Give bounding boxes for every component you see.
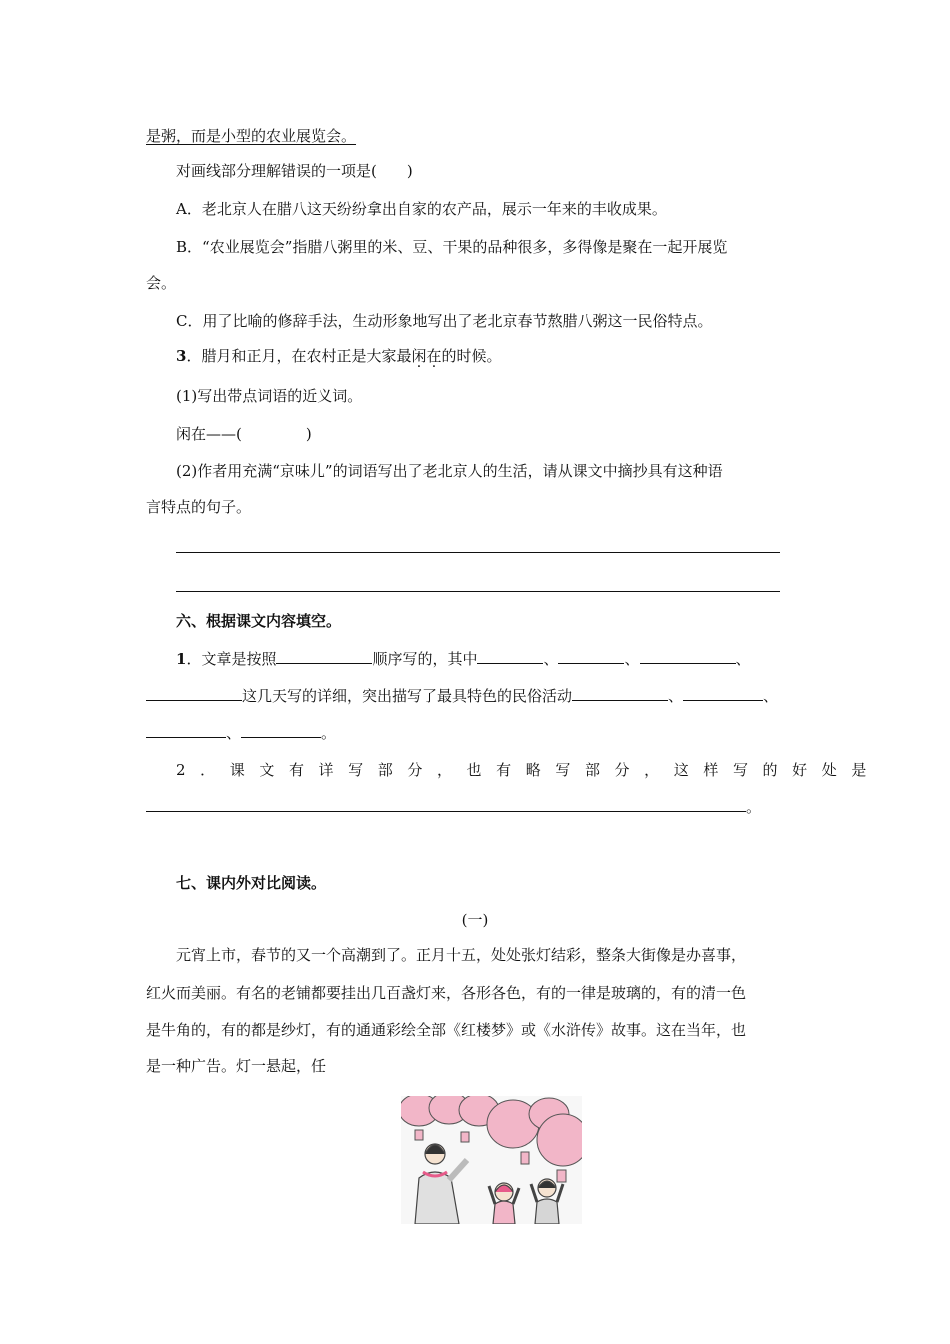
passage-line-3: 是牛角的，有的都是纱灯，有的通通彩绘全部《红楼梦》或《水浒传》故事。这在当年，也 bbox=[146, 1021, 747, 1039]
tag-3 bbox=[521, 1152, 529, 1164]
underlined-passage-end: 是粥，而是小型的农业展览会。 bbox=[146, 127, 357, 145]
blank-benefit[interactable] bbox=[146, 797, 746, 812]
question-3-post: 的时候。 bbox=[441, 347, 502, 365]
blank-day-4[interactable] bbox=[146, 686, 242, 701]
s6-q2-end: 。 bbox=[746, 798, 762, 816]
s6-q2-answer-line bbox=[146, 797, 761, 817]
s6-line2-text-a: 这几天写的详细，突出描写了最具特色的民俗活动 bbox=[242, 687, 573, 705]
tag-2 bbox=[461, 1132, 469, 1142]
tag-4 bbox=[557, 1170, 566, 1182]
s6-line3-end: 。 bbox=[321, 724, 337, 742]
passage-1-label: (一) bbox=[461, 911, 489, 929]
s6-question-2: 2．课文有详写部分，也有略写部分，这样写的好处是 bbox=[176, 761, 881, 779]
option-a: A．老北京人在腊八这天纷纷拿出自家的农产品，展示一年来的丰收成果。 bbox=[176, 200, 667, 218]
passage-line-2: 红火而美丽。有名的老铺都要挂出几百盏灯来，各形各色，有的一律是玻璃的，有的清一色 bbox=[146, 984, 747, 1002]
s6-q1-sep-1: 、 bbox=[543, 650, 559, 668]
tag-1 bbox=[415, 1130, 423, 1140]
s6-line2-sep-2: 、 bbox=[763, 687, 779, 705]
question-3-pre: ．腊月和正月，在农村正是大家最 bbox=[186, 347, 412, 365]
synonym-prompt: 闲在——( bbox=[176, 425, 242, 443]
lantern-festival-illustration bbox=[401, 1096, 582, 1224]
synonym-answer-line bbox=[176, 424, 312, 444]
s6-q1-number: 1 bbox=[176, 650, 187, 668]
s6-q1-line-3 bbox=[146, 723, 336, 743]
s6-q1-line-2 bbox=[146, 686, 778, 706]
blank-day-2[interactable] bbox=[558, 649, 624, 664]
dotted-char-1: 闲 bbox=[411, 347, 427, 365]
section-7-heading: 七、课内外对比阅读。 bbox=[176, 874, 327, 892]
question-3-number: 3 bbox=[176, 347, 187, 365]
section-6-heading: 六、根据课文内容填空。 bbox=[176, 612, 342, 630]
s6-q1-sep-3: 、 bbox=[735, 650, 751, 668]
child-2-coat bbox=[535, 1199, 559, 1224]
blank-day-3[interactable] bbox=[640, 649, 736, 664]
question-3 bbox=[176, 346, 502, 366]
sub-question-2-cont: 言特点的句子。 bbox=[146, 498, 252, 516]
blank-activity-4[interactable] bbox=[241, 723, 321, 738]
s6-q1-text-b: 顺序写的，其中 bbox=[372, 650, 478, 668]
option-c: C．用了比喻的修辞手法，生动形象地写出了老北京春节熬腊八粥这一民俗特点。 bbox=[176, 312, 713, 330]
blank-activity-1[interactable] bbox=[572, 686, 668, 701]
blank-activity-2[interactable] bbox=[683, 686, 763, 701]
synonym-close-paren: ) bbox=[305, 425, 312, 443]
option-b-cont: 会。 bbox=[146, 274, 177, 292]
dotted-char-2: 在 bbox=[426, 347, 442, 365]
answer-line-1[interactable] bbox=[176, 552, 780, 553]
passage-line-1: 元宵上市，春节的又一个高潮到了。正月十五，处处张灯结彩，整条大街像是办喜事， bbox=[176, 946, 747, 964]
blank-activity-3[interactable] bbox=[146, 723, 226, 738]
s6-question-1 bbox=[176, 649, 751, 669]
s6-q1-text-a: ．文章是按照 bbox=[186, 650, 277, 668]
lantern-6 bbox=[537, 1114, 582, 1166]
question-stem: 对画线部分理解错误的一项是( ) bbox=[176, 162, 413, 180]
child-1-coat bbox=[493, 1201, 515, 1224]
answer-line-2[interactable] bbox=[176, 591, 780, 592]
option-b: B．“农业展览会”指腊八粥里的米、豆、干果的品种很多，多得像是聚在一起开展览 bbox=[176, 238, 728, 256]
s6-q1-sep-2: 、 bbox=[624, 650, 640, 668]
sub-question-1: (1)写出带点词语的近义词。 bbox=[176, 387, 363, 405]
blank-day-1[interactable] bbox=[477, 649, 543, 664]
blank-order[interactable] bbox=[276, 649, 372, 664]
passage-line-4: 是一种广告。灯一悬起，任 bbox=[146, 1057, 327, 1075]
s6-line3-sep: 、 bbox=[226, 724, 242, 742]
sub-question-2: (2)作者用充满“京味儿”的词语写出了老北京人的生活，请从课文中摘抄具有这种语 bbox=[176, 462, 723, 480]
s6-line2-sep-1: 、 bbox=[668, 687, 684, 705]
